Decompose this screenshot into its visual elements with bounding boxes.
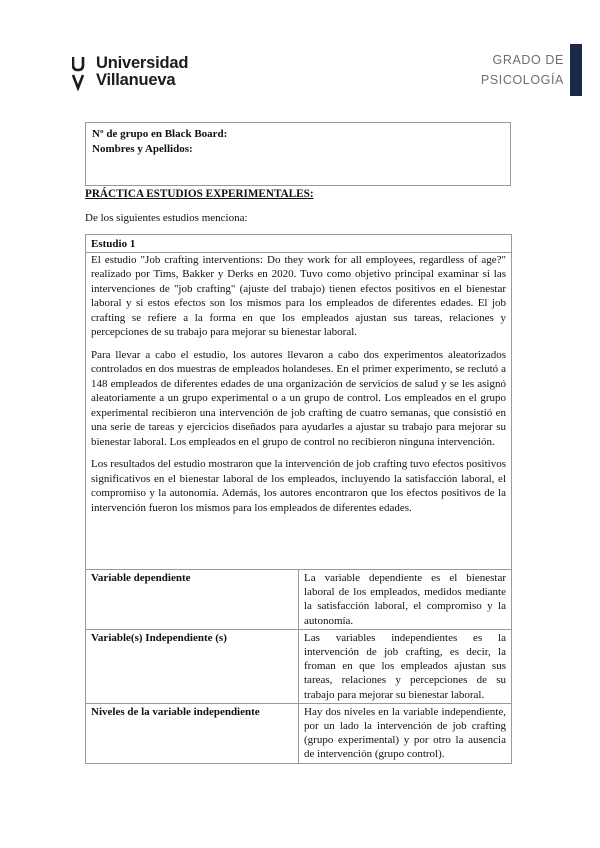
university-logo [72, 55, 188, 91]
header-accent-bar [570, 44, 582, 96]
variable-key: Niveles de la variable independiente [86, 703, 299, 763]
table-row [86, 629, 512, 703]
variable-key: Variable(s) Independiente (s) [86, 629, 299, 703]
variable-key: Variable dependiente [86, 570, 299, 630]
study-label: Estudio 1 [86, 235, 511, 253]
table-row [86, 703, 512, 763]
study-paragraph-2: Para llevar a cabo el estudio, los autores llevaron a cabo dos experimentos aleatorizados controlados en dos muestras de empleados holandeses. En el primer experimento, se reclutó a 148 empleados de diferentes edades de una organización de servicios de salud y se les asignó aleatoriamente a un grupo experimental o a un grupo de control. Los empleados en el grupo experimental recibieron una intervención de job crafting de cuatro semanas, que consistió en una serie de tareas y ejercicios diseñados para ayudarles a ajustar su trabajo para mejorar su bienestar laboral. Los empleados en el grupo de control no recibieron ninguna intervención. [91, 348, 506, 448]
group-number-label: Nº de grupo en Black Board: [92, 128, 228, 140]
variable-value: Hay dos niveles en la variable independiente, por un lado la intervención de job crafting (grupo experimental) y por otro la ausencia de intervención (grupo control). [299, 703, 512, 763]
study-paragraph-3: Los resultados del estudio mostraron que la intervención de job crafting tuvo efectos positivos significativos en el bienestar laboral de los empleados, incluyendo la satisfacción laboral, el compromiso y la autonomía. Además, los autores encontraron que los efectos positivos de la intervención fueron los mismos para los empleados de diferentes edades. [91, 458, 506, 514]
variables-table [85, 569, 512, 764]
page-title: PRÁCTICA ESTUDIOS EXPERIMENTALES: [85, 188, 314, 200]
logo-line-1: Universidad [96, 54, 189, 72]
study-box [85, 234, 512, 570]
table-row [86, 570, 512, 630]
intro-text: De los siguientes estudios menciona: [85, 212, 248, 224]
department-line-1: GRADO DE [492, 53, 564, 67]
group-info-box [85, 122, 511, 186]
study-paragraph-1: El estudio "Job crafting interventions: Do they work for all employees, regardless of age?" realizado por Tims, Bakker y Derks en 2020. Tuvo como objetivo principal examinar si las intervenciones de "job crafting" (ajuste del trabajo) tienen efectos positivos en el bienestar laboral y si estos efectos son los mismos para los empleados de diferentes edades. El job crafting se refiere a la forma en que los empleados ajustan sus tareas, relaciones y percepciones de su trabajo para mejorar su bienestar laboral. [91, 253, 506, 338]
university-logo-icon [72, 55, 90, 91]
department-line-2: PSICOLOGÍA [480, 73, 564, 87]
variable-value: Las variables independientes es la intervención de job crafting, es decir, la froman en que los empleados ajustan sus tareas, relaciones y percepciones de su trabajo para mejorar su bienestar laboral. [299, 629, 512, 703]
variable-value: La variable dependiente es el bienestar laboral de los empleados, medidos mediante la satisfacción laboral, el compromiso y la autonomía. [299, 570, 512, 630]
names-label: Nombres y Apellidos: [92, 143, 193, 155]
department-label [481, 50, 564, 90]
logo-line-2: Villanueva [96, 71, 176, 89]
